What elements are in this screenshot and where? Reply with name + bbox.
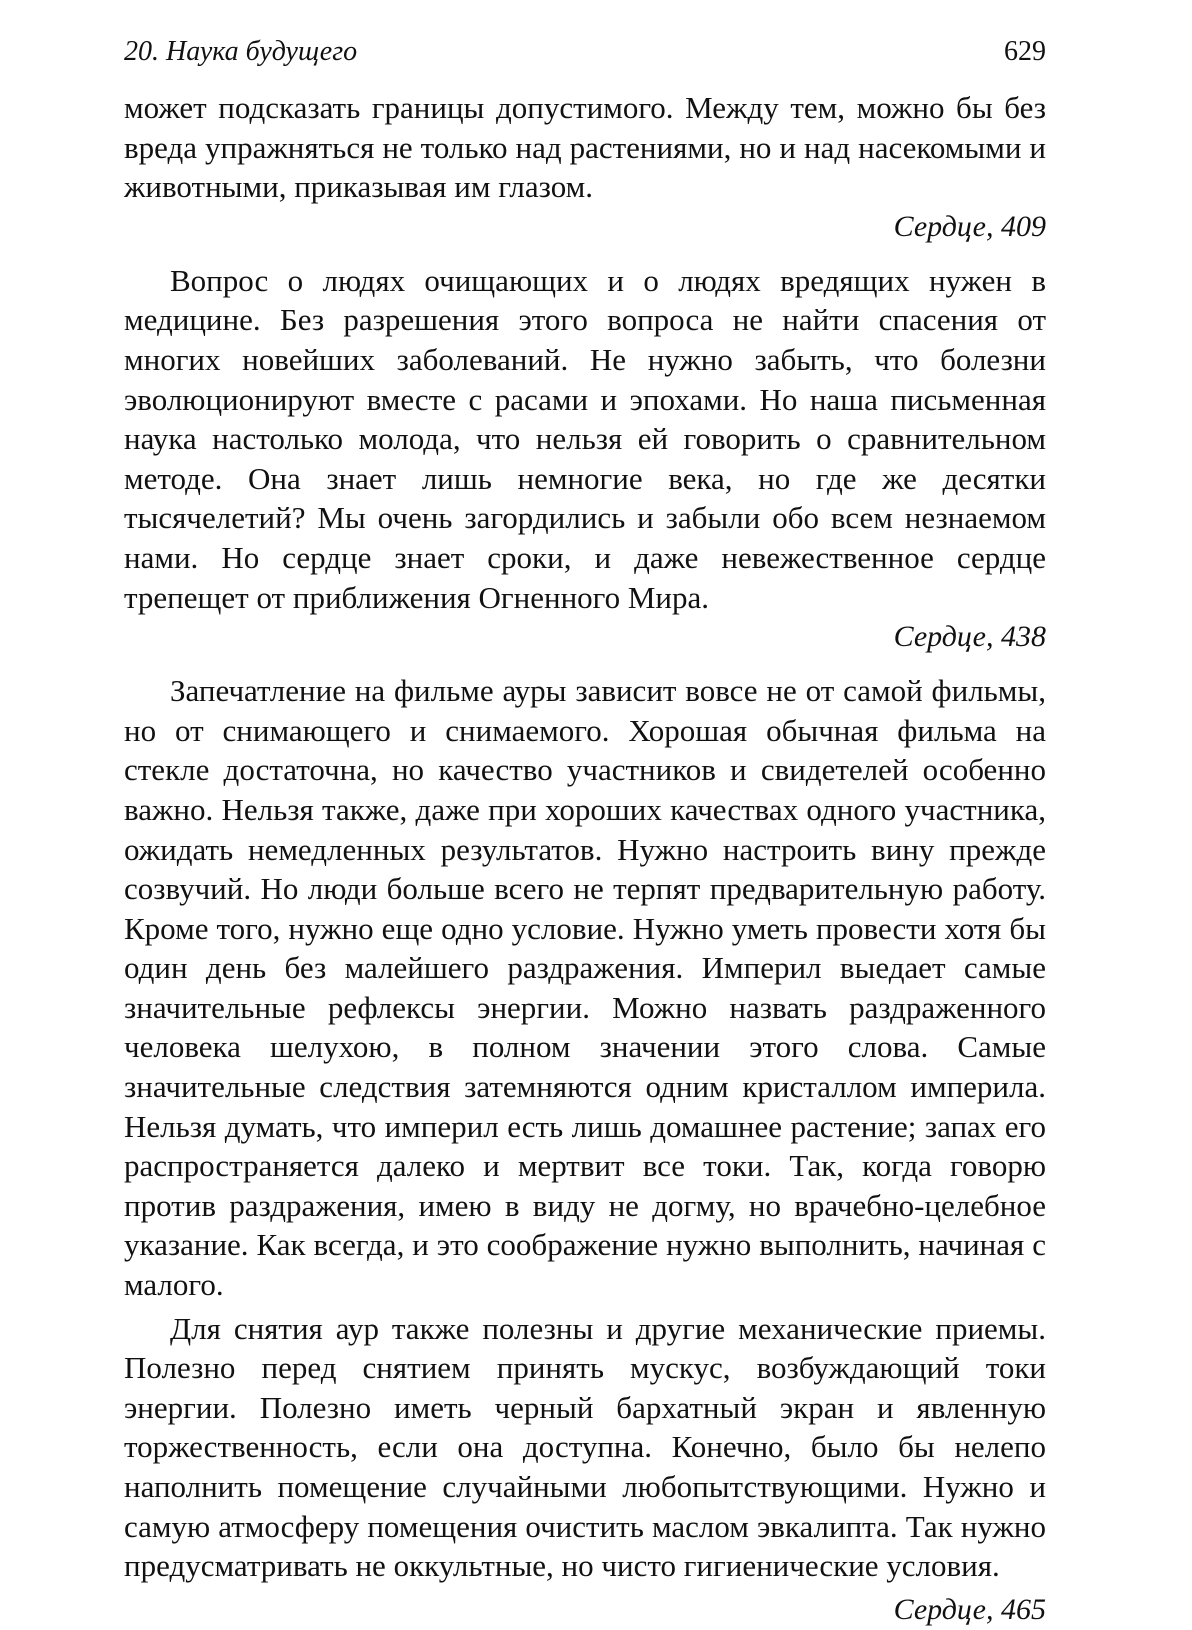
page-number: 629 [1004,36,1046,67]
spacer [124,247,1046,261]
paragraph-1: может подсказать границы допустимого. Между тем, можно бы без вреда упражняться не только над растениями, но и над насекомыми и животными, приказывая им глазом. [124,90,1046,205]
book-page [124,30,1046,1626]
citation-1: Сердце, 409 [893,209,1046,243]
page-header [124,30,1046,88]
citation-2: Сердце, 438 [893,620,1046,654]
paragraph-4: Для снятия аур также полезны и другие механические приемы. Полезно перед снятием принять мускус, возбуждающий токи энергии. Полезно иметь черный бархатный экран и явленную торжественность, если она доступна. Конечно, было бы нелепо наполнить помещение случайными любопытствующими. Нужно и самую атмосферу помещения очистить маслом эвкалипта. Так нужно предусматривать не оккультные, но чисто гигиенические условия. [124,1310,1046,1584]
paragraph-3: Запечатление на фильме ауры зависит вовсе не от самой фильмы, но от снимающего и снимаемого. Хорошая обычная фильма на стекле достаточна, но качество участников и свидетелей особенно важно. Нельзя также, даже при хороших качествах одного участника, ожидать немедленных результатов. Нужно настроить вину прежде созвучий. Но люди больше всего не терпят предварительную работу. Кроме того, нужно еще одно условие. Нужно уметь провести хотя бы один день без малейшего раздражения. Империл выедает самые значительные рефлексы энергии. Можно назвать раздраженного человека шелухою, в полном значении этого слова. Самые значительные следствия затемняются одним кристаллом империла. Нельзя думать, что империл есть лишь домашнее растение; запах его распространяется далеко и мертвит все токи. Так, когда говорю против раздражения, имею в виду не догму, но врачебно-целебное указание. Как всегда, и это соображение нужно выполнить, начиная с малого. [124,673,1046,1303]
running-head: 20. Наука будущего [124,36,358,67]
spacer [124,657,1046,671]
paragraph-2: Вопрос о людях очищающих и о людях вредящих нужен в медицине. Без разрешения этого вопроса не найти спасения от многих новейших заболеваний. Не нужно забыть, что болезни эволюционируют вместе с расами и эпохами. Но наша письменная наука настолько молода, что нельзя ей говорить о сравнительном методе. Она знает лишь немногие века, но где же десятки тысячелетий? Мы очень загордились и забыли обо всем незнаемом нами. Но сердце знает сроки, и даже невежественное сердце трепещет от приближения Огненного Мира. [124,262,1046,615]
citation-3: Сердце, 465 [893,1592,1046,1626]
